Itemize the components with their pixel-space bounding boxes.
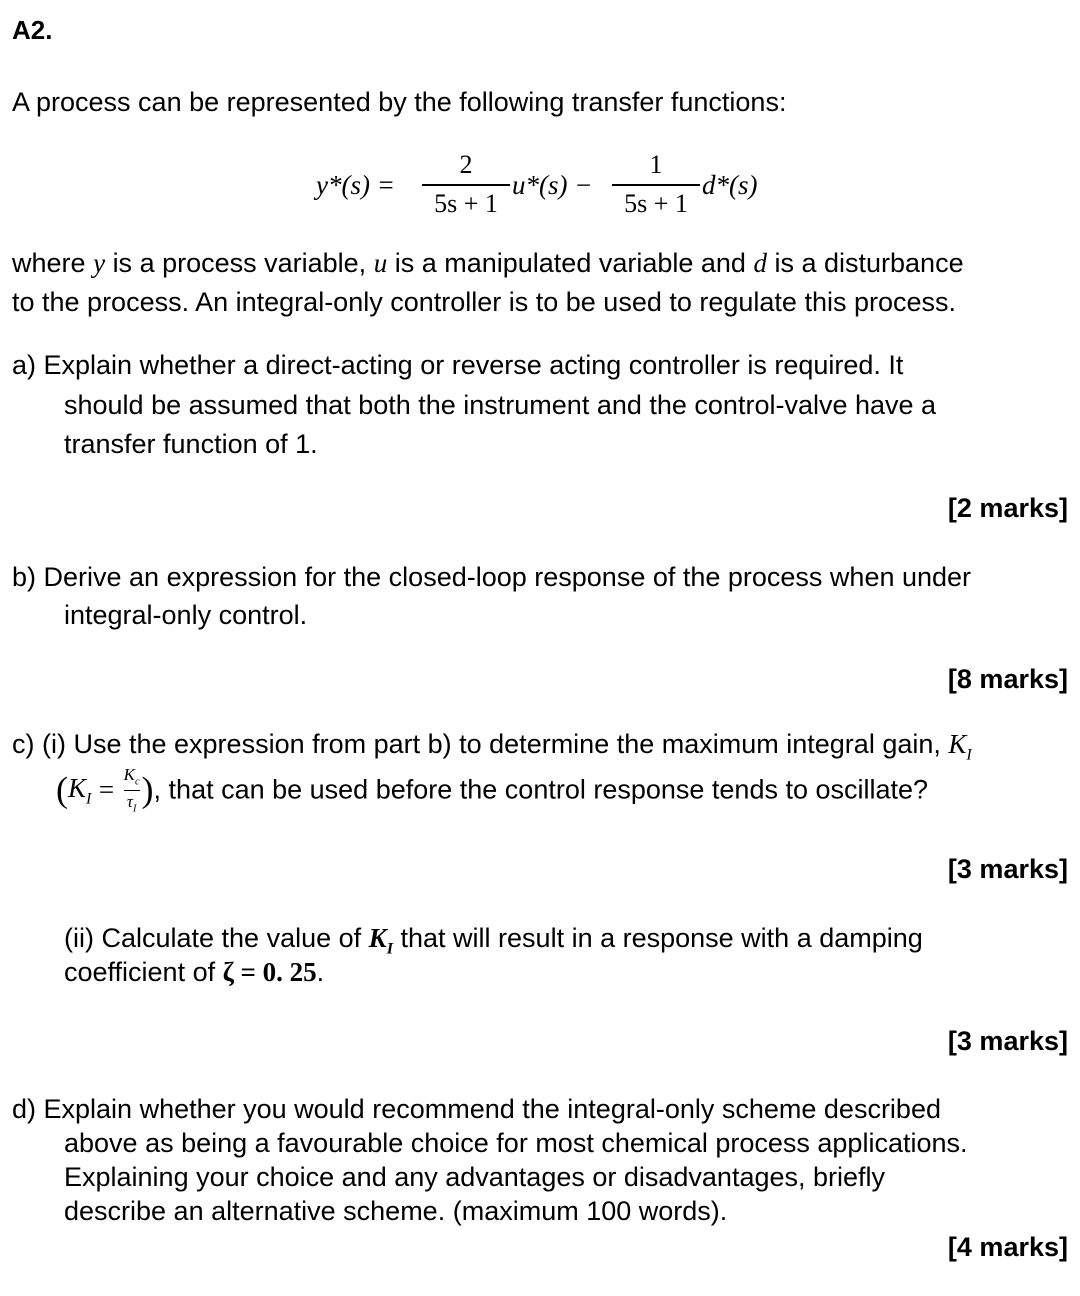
ki-def-letter: K	[68, 772, 87, 803]
part-c-ii-period: .	[316, 957, 325, 987]
fraction-2-bar	[612, 184, 700, 186]
kc-letter: K	[123, 765, 136, 784]
ki-bold-symbol	[368, 923, 393, 958]
intro-text: A process can be represented by the following transfer functions:	[12, 87, 787, 117]
part-d-line-4: describe an alternative scheme. (maximum 100 words).	[64, 1196, 728, 1226]
part-b-line-2: integral-only control.	[64, 600, 308, 630]
equation-middle: u*(s) −	[512, 170, 593, 200]
equation-fraction-2	[612, 152, 700, 217]
where-text-a: where	[12, 248, 86, 278]
part-c-ii-line-1	[64, 923, 923, 958]
ki-subscript: I	[966, 745, 972, 764]
ki-bold-subscript: I	[386, 939, 393, 958]
where-line-1	[12, 248, 964, 279]
where-text-d: is a disturbance	[774, 248, 964, 278]
equation-end: d*(s)	[702, 170, 758, 200]
part-c-ii-text-c: coefficient of	[64, 957, 216, 987]
where-text-c: is a manipulated variable and	[394, 248, 746, 278]
ki-letter: K	[948, 729, 967, 759]
part-a-line-2: should be assumed that both the instrument and the control-valve have a	[64, 390, 937, 420]
equals-sign: =	[98, 774, 115, 805]
tau-denominator	[126, 791, 137, 815]
part-c-i-line-2	[56, 766, 928, 814]
part-b-line-1: b) Derive an expression for the closed-loop response of the process when under	[12, 562, 972, 592]
part-c-ii-marks: [3 marks]	[947, 1026, 1068, 1056]
question-number: A2.	[12, 15, 53, 45]
kc-tau-bar	[124, 790, 140, 791]
fraction-1-bar	[422, 184, 510, 186]
part-a-marks: [2 marks]	[947, 493, 1068, 523]
part-c-i-marks: [3 marks]	[947, 854, 1068, 884]
part-a-line-3: transfer function of 1.	[64, 429, 318, 459]
part-c-ii-text-a: (ii) Calculate the value of	[64, 923, 362, 953]
kc-subscript: c	[135, 776, 140, 788]
tau-subscript: I	[132, 803, 137, 815]
part-c-i-text: c) (i) Use the expression from part b) to determine the maximum integral gain,	[12, 729, 941, 759]
part-c-ii-text-b: that will result in a response with a damping	[400, 923, 923, 953]
kc-over-tau-fraction	[124, 766, 140, 814]
fraction-2-denominator: 5s + 1	[624, 188, 688, 218]
variable-y: y	[93, 248, 106, 278]
where-line-2: to the process. An integral-only controller is to be used to regulate this process.	[12, 287, 957, 317]
fraction-1-denominator: 5s + 1	[434, 188, 498, 218]
fraction-2-numerator: 1	[649, 150, 663, 179]
part-a-line-1: a) Explain whether a direct-acting or reverse acting controller is required. It	[12, 350, 904, 380]
equation-lhs: y*(s) =	[316, 170, 395, 200]
part-d-marks: [4 marks]	[947, 1232, 1068, 1262]
part-d-line-3: Explaining your choice and any advantages or disadvantages, briefly	[64, 1162, 886, 1192]
zeta-expression: ζ = 0. 25	[222, 957, 317, 987]
tau-letter: τ	[126, 791, 133, 811]
where-text-b: is a process variable,	[112, 248, 367, 278]
equation-fraction-1	[422, 152, 510, 217]
part-c-i-line-1	[12, 729, 972, 764]
fraction-1-numerator: 2	[459, 150, 473, 179]
close-paren: )	[141, 769, 154, 810]
part-d-line-1: d) Explain whether you would recommend the integral-only scheme described	[12, 1094, 941, 1124]
ki-def-subscript: I	[86, 789, 92, 808]
open-paren: (	[56, 769, 68, 810]
part-c-ii-line-2	[64, 957, 324, 988]
ki-bold-letter: K	[368, 923, 387, 953]
part-d-line-2: above as being a favourable choice for most chemical process applications.	[64, 1128, 968, 1158]
kc-numerator	[123, 765, 140, 788]
part-c-i-text-2: , that can be used before the control response tends to oscillate?	[153, 774, 929, 805]
part-b-marks: [8 marks]	[947, 664, 1068, 694]
variable-u: u	[373, 248, 388, 278]
ki-symbol	[948, 729, 972, 764]
ki-definition-lhs	[68, 772, 92, 808]
variable-d: d	[753, 248, 767, 278]
